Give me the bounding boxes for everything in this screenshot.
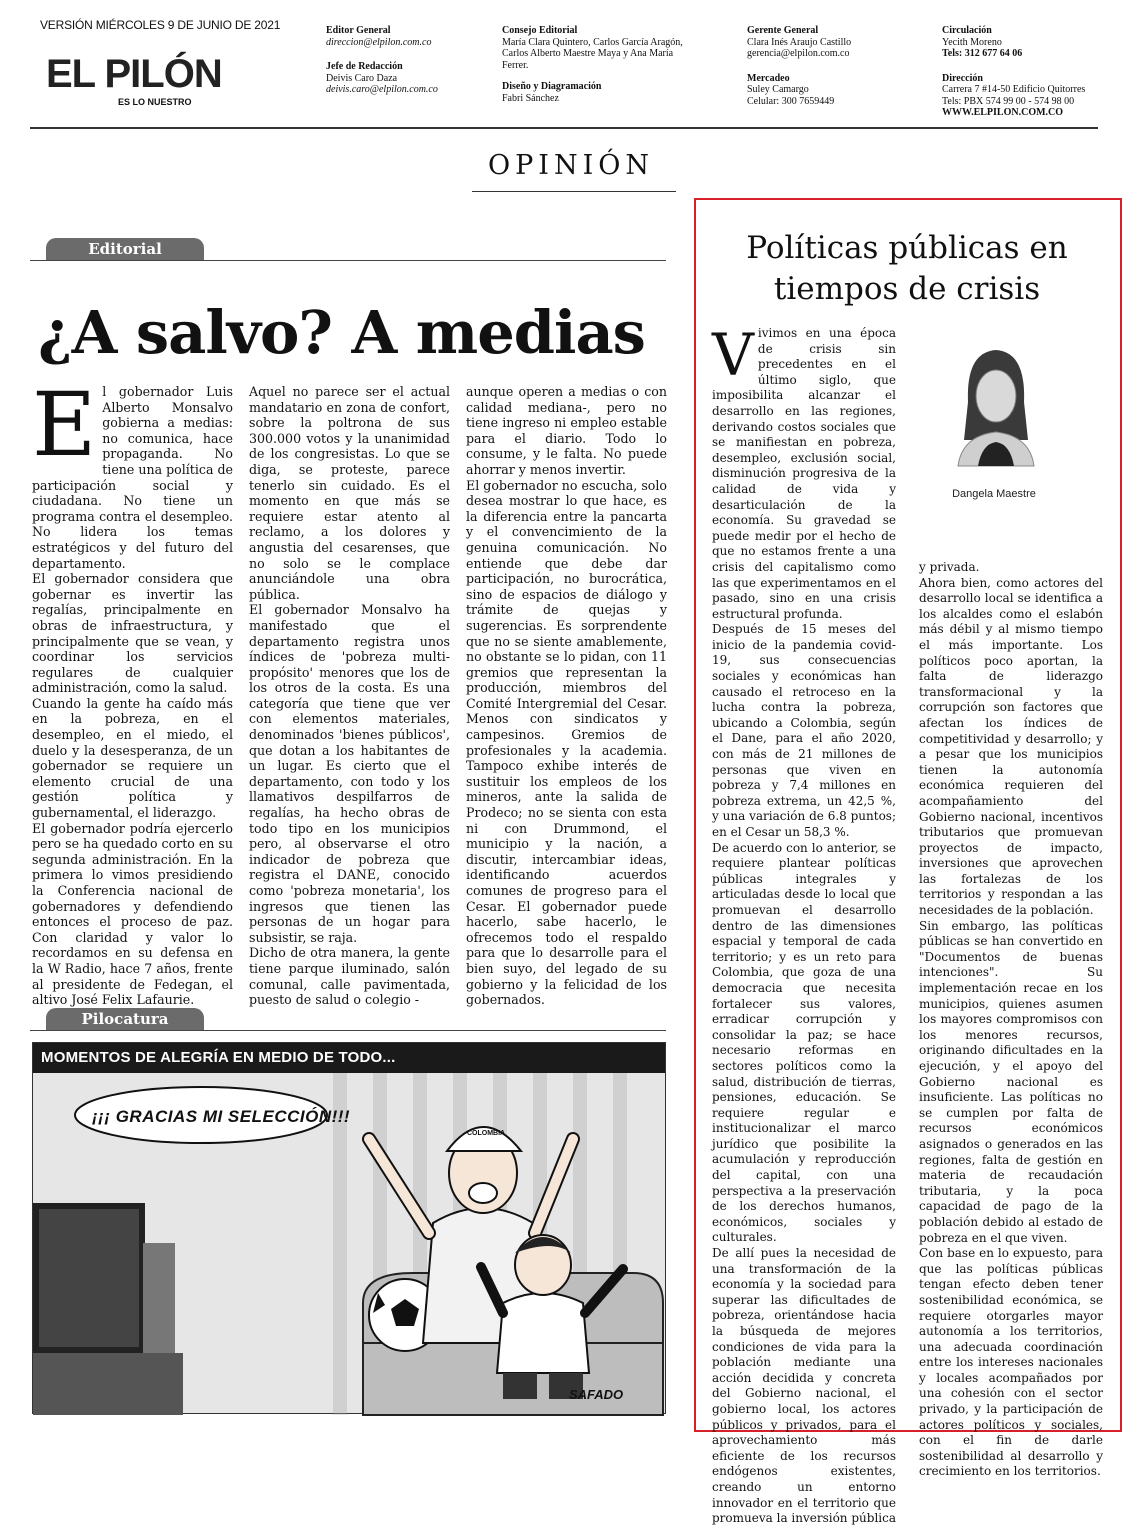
opinion-column-title: Políticas públicas en tiempos de crisis [746,230,1068,307]
staff-names-line: María Clara Quintero, Carlos García Aragón, [502,36,683,48]
staff-name: Suley Camargo [747,84,809,95]
opinion-paragraph: ivimos en una época de crisis sin precedentes en el último siglo, que imposibilita alcanzar el desarrollo en las regiones, derivando costos sociales que se manifiestan en pobreza, desempleo, exclusión social, disminución progresiva de la calidad de vida y desarticulación de la economía. Su gravedad se puede medir por el hecho de que no estamos frente a una crisis del capitalismo como las que experimentamos en el pasado, sino en una crisis estructural profunda. [712,326,896,621]
opinion-paragraph: Sin embargo, las políticas públicas se han convertido en "Documentos de buenas intenciones". Su implementación recae en los municipios, quienes asumen los mayores compromisos con los menores recursos, originando dificultades en la ejecución, y el apoyo del Gobierno nacional es insuficiente. Las políticas no se cumplen por falta de recursos económicos asignados o generados en las regiones, falta de gestión en materia de recaudación tributaria, y la poca capacidad de pago de la población debido al estado de pobreza en el que viven. [919,918,1103,1245]
editorial-paragraph: aunque operen a medias o con calidad mediana-, pero no tiene ingreso ni empleo estable para el diario. Todo lo consume, y le falta. No puede ahorrar y menos invertir. [466,384,667,477]
editorial-label: Editorial [46,238,204,260]
staff-email: deivis.caro@elpilon.com.co [326,84,438,95]
editorial-paragraph: El gobernador Monsalvo ha manifestado que el departamento registra unos índices de 'pobreza multi-propósito' menores que los de los otros de la costa. Es una categoría que tiene que ver con elementos materiales, denominados 'bienes públicos', que dotan a los habitantes de un lugar. Es cierto que el departamento, con todo y los llamativos despilfarros de regalías, ha hecho obras de todo tipo en los municipios pero, al observarse el otro indicador de pobreza que registra el DANE, conocido como 'pobreza monetaria', los ingresos que tienen las personas de un hogar para subsistir, se raja. [249,602,450,945]
opinion-column-text-1 [712,321,896,1527]
editorial-dropcap: E [32,373,97,476]
staff-role: Gerente General [747,25,819,36]
editorial-column-3 [466,384,667,1008]
editorial-paragraph: Aquel no parece ser el actual mandatario en zona de confort, sobre la poltrona de sus 300.000 votos y la unanimidad de los congresistas. Lo que se diga, se proteste, parece tenerlo sin cuidado. Es el momento en que más se requiere estar atento al reclamo, a los dolores y angustia del cesarenses, que no solo se le complace anunciándole una obra pública. [249,384,450,602]
staff-phone: Celular: 300 7659449 [747,95,835,107]
editorial-paragraph: El gobernador podría ejercerlo pero se ha quedado corto en su segunda administración. En la primera lo vimos presidiendo la Conferencia nacional de gobernadores y defendiendo entonces el proceso de paz. Con claridad y valor lo recordamos en su defensa en la W Radio, hace 7 años, frente al presidente de Fedegan, el altivo José Felix Lafaurie. [32,820,233,1008]
editorial-paragraph: l gobernador Luis Alberto Monsalvo gobierna a medias: no comunica, hace propaganda. No tiene una política de participación social y ciudadana. No tiene un programa contra el desempleo. No lidera los temas estratégicos y del futuro del departamento. [32,384,233,571]
cartoon-banner: MOMENTOS DE ALEGRÍA EN MEDIO DE TODO... [33,1043,665,1073]
section-underline [472,191,676,192]
television-icon [33,1203,183,1415]
staff-column-2 [502,25,722,104]
staff-address: Carrera 7 #14-50 Edificio Quitorres [942,84,1086,95]
edition-date: VERSIÓN MIÉRCOLES 9 DE JUNIO DE 2021 [40,18,281,32]
opinion-paragraph: De acuerdo con lo anterior, se requiere plantear políticas públicas integrales y articuladas desde lo local que promuevan el desarrollo dentro de las dimensiones espacial y temporal de cada territorio; y es un reto para Colombia, que goza de una democracia que necesita fortalecer sus valores, erradicar corrupción y consolidar la paz; se hace necesario reformas en sectores políticos como la salud, distribución de tierras, pensiones, educación. Se requiere regular e institucionalizar el marco jurídico que posibilite la acumulación y reproducción del capital, con una perspectiva a la preservación de los derechos humanos, económicos, sociales y culturales. [712,840,896,1245]
speech-bubble-text: ¡¡¡ GRACIAS MI SELECCIÓN!!! [92,1107,351,1126]
editorial-paragraph: Dicho de otra manera, la gente tiene parque iluminado, salón comunal, calle pavimentada, puesto de salud o colegio - [249,945,450,1008]
newspaper-logo: EL PILÓN [46,52,222,96]
staff-column-3 [747,25,917,107]
staff-role: Consejo Editorial [502,25,578,36]
editorial-paragraph: Cuando la gente ha caído más en la pobreza, en el desempleo, en el miedo, el duelo y la desesperanza, de un gobernador se requiere un elemento crucial de una gestión política y gubernamental, el liderazgo. [32,695,233,821]
staff-name: Deivis Caro Daza [326,72,398,84]
cap-text: COLOMBIA [467,1130,506,1137]
opinion-paragraph: Después de 15 meses del inicio de la pandemia covid-19, sus consecuencias sociales y económicas han causado el retroceso en la lucha contra la pobreza, ubicando a Colombia, según el Dane, para el año 2020, con más de 21 millones de personas que viven en pobreza y 7,4 millones en pobreza extrema, un 42,5 %, y una variación de 6.8 puntos; en el Cesar un 58,3 %. [712,622,896,839]
opinion-paragraph: De allí pues la necesidad de una transformación de la economía y la sociedad para superar las dificultades de pobreza, orientándose hacia la búsqueda de mejores condiciones de vida para la población mediante una acción decidida y concreta del Gobierno nacional, el gobierno local, los actores públicos y privados, para el aprovechamiento más eficiente de los recursos endógenos existentes, creando un entorno innovador en el territorio que promueva la inversión pública [712,1246,896,1526]
masthead-divider [30,127,1098,129]
cartoon-rule [30,1030,666,1031]
author-photo [948,340,1044,466]
staff-column-4 [942,25,1112,119]
opinion-paragraph: y privada. [919,560,980,574]
staff-names-line: Carlos Alberto Maestre Maya y Ana María [502,48,674,59]
cartoonist-signature: SAFADO [569,1387,624,1402]
staff-email: gerencia@elpilon.com.co [747,48,850,59]
staff-name: Yecith Moreno [942,36,1002,48]
author-name: Dangela Maestre [952,488,1036,500]
cartoon-illustration [32,1042,666,1414]
staff-names-line: Ferrer. [502,59,529,71]
staff-role: Mercadeo [747,72,790,84]
staff-phone: Tels: 312 677 64 06 [942,48,1023,59]
opinion-column-text-2 [919,560,1103,1480]
staff-role: Jefe de Redacción [326,61,403,72]
editorial-headline: ¿A salvo? A medias [38,298,645,367]
opinion-paragraph: Ahora bien, como actores del desarrollo local se identifica a los alcaldes como el eslabón más débil y al mismo tiempo el más importante. Los políticos poco aportan, la falta de liderazgo transformacional y la corrupción son factores que afectan los índices de competitividad y desarrollo; y a pesar que los municipios tienen la autonomía económica requieren del acompañamiento del Gobierno nacional, incentivos tributarios que promuevan proyectos de impacto, inversiones que aprovechen las fortalezas de los territorios y respondan a las necesidades de la población. [919,575,1103,918]
staff-phone: Tels: PBX 574 99 00 - 574 98 00 [942,95,1075,107]
staff-role: Editor General [326,25,391,36]
staff-column-1 [326,25,486,96]
staff-role: Circulación [942,25,992,36]
website-link[interactable]: WWW.ELPILON.COM.CO [942,107,1064,118]
editorial-rule [30,260,666,261]
staff-role: Dirección [942,72,983,84]
editorial-column-2 [249,384,450,1008]
staff-name: Clara Inés Araujo Castillo [747,36,852,48]
section-title: OPINIÓN [488,150,655,181]
cartoon-drawing [33,1043,667,1415]
staff-email: direccion@elpilon.com.co [326,36,432,48]
opinion-paragraph: Con base en lo expuesto, para que las políticas públicas tengan efecto deben tener sostenibilidad económica, se requiere otorgarles mayor autonomía a los territorios, una adecuada coordinación entre los intereses nacionales y locales acompañados por una cohesión con el sector privado, y la participación de actores políticos y sociales, con el fin de darle sostenibilidad al desarrollo y crecimiento en los territorios. [919,1246,1103,1479]
editorial-paragraph: El gobernador no escucha, solo desea mostrar lo que hace, es la diferencia entre la pancarta y el convencimiento de la genuina comunicación. No entiende que debe dar participación, no burocrática, sino de espacios de diálogo y trámite de quejas y sugerencias. Es sorprendente que no se siente amablemente, no obstante se lo pidan, con 11 gremios que representan la producción, miembros del Comité Intergremial del Cesar. Menos con sindicatos y campesinos. Gremios de profesionales y la academia. Tampoco exhibe interés de sustituir los empleos de los mineros, ante la salida de Prodeco; no se sienta con esta ni con Drummond, el municipio y la nación, a discutir, intercambiar ideas, identificando acuerdos comunes de progreso para el Cesar. El gobernador puede hacerlo, sabe hacerlo, le ofrecemos todo el respaldo para que lo desarrolle para el bien suyo, del legado de su gobierno y la felicidad de los gobernados. [466,477,667,1008]
editorial-paragraph: El gobernador considera que gobernar es invertir las regalías, principalmente en obras de infraestructura, y principalmente que se vean, y coordinar los servicios regulares de cualquier administración, como la salud. [32,571,233,696]
editorial-column-1 [32,373,233,1008]
cartoon-label: Pilocatura [46,1008,204,1030]
staff-name: Fabri Sánchez [502,92,559,104]
newspaper-tagline: ES LO NUESTRO [118,97,192,107]
opinion-dropcap: V [712,321,754,389]
staff-role: Diseño y Diagramación [502,81,602,92]
